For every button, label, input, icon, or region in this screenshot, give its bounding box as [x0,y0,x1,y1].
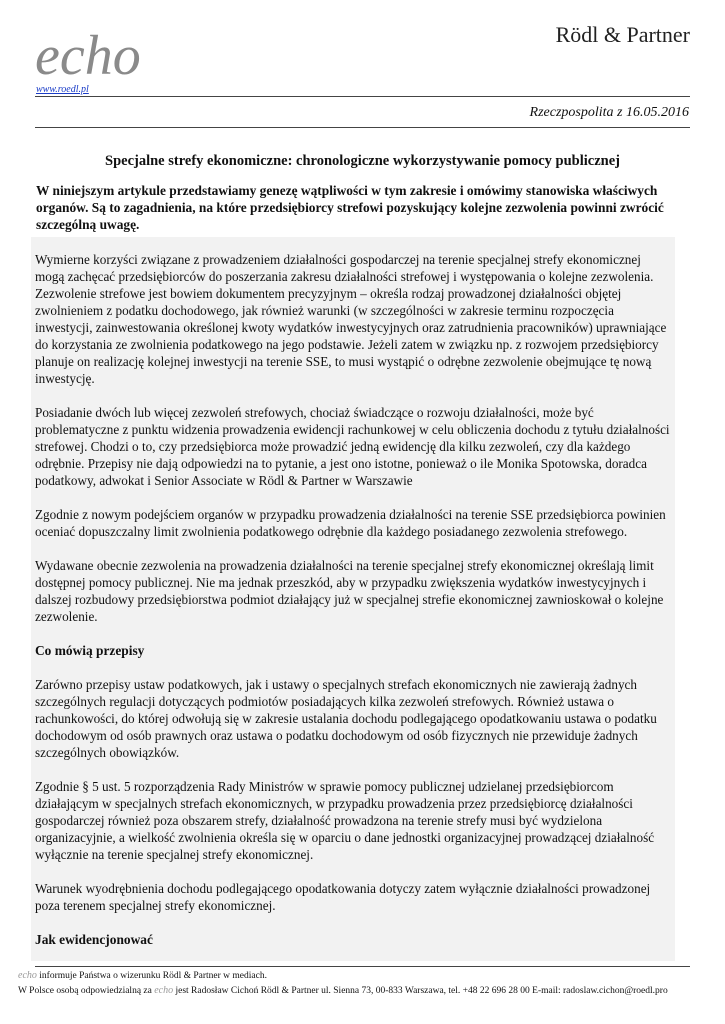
footer-line-2 [18,985,668,996]
roedl-partner-brand: Rödl & Partner [555,22,690,47]
section-heading: Jak ewidencjonować [35,932,153,947]
echo-logo: echo [35,25,141,87]
website-link[interactable]: www.roedl.pl [36,84,89,95]
date-divider [35,127,690,128]
paragraph: Posiadanie dwóch lub więcej zezwoleń strefowych, chociaż świadczące o rozwoju działalności, może być problematyczne z punktu widzenia prowadzenia ewidencji rachunkowej w celu obliczenia dochodu z tytułu działalności strefowej. Chodzi o to, czy przedsiębiorca może prowadzić jedną ewidencję dla kilku zezwoleń, czy dla każdego odrębnie. Przepisy nie dają odpowiedzi na to pytanie, a jest ono istotne, ponieważ o ile Monika Spotowska, doradca podatkowy, adwokat i Senior Associate w Rödl & Partner w Warszawie [35,405,670,488]
footer-divider [35,966,690,967]
paragraph: Warunek wyodrębnienia dochodu podlegającego opodatkowania dotyczy zatem wyłącznie działalności prowadzonej poza terenem specjalnej strefy ekonomicznej. [35,881,651,913]
paragraph: Zgodnie § 5 ust. 5 rozporządzenia Rady Ministrów w sprawie pomocy publicznej udzielanej przedsiębiorcom działającym w specjalnych strefach ekonomicznych, w przypadku prowadzenia przez przedsiębiorcę działalności gospodarczej również poza obszarem strefy, działalność prowadzona na terenie strefy musi być wydzielona organizacyjnie, a wielkość zwolnienia określa się w oparciu o dane jednostki organizacyjnej prowadzącej działalność wyłącznie na terenie specjalnej strefy ekonomicznej. [35,779,655,862]
footer-contact: jest Radosław Cichoń Rödl & Partner ul. Sienna 73, 00-833 Warszawa, tel. +48 22 696 28 00 E-mail: radoslaw.cichon@roedl.pro [173,986,668,996]
footer-text: informuje Państwa o wizerunku Rödl & Partner w mediach. [36,971,267,981]
paragraph: Wydawane obecnie zezwolenia na prowadzenia działalności na terenie specjalnej strefy ekonomicznej określają limit dostępnej pomocy publicznej. Nie ma jednak przeszkód, aby w przypadku zwiększenia wydatków inwestycyjnych i dalszej rozbudowy przedsiębiorstwa podmiot działający już w specjalnej strefie ekonomicznej zawnioskował o kolejne zezwolenie. [35,558,664,624]
article-lead: W niniejszym artykule przedstawiamy genezę wątpliwości w tym zakresie i omówimy stanowiska właściwych organów. Są to zagadnienia, na które przedsiębiorcy strefowi pozyskujący kolejne zezwolenia powinni zwrócić szczególną uwagę. [36,183,664,232]
footer-text: W Polsce osobą odpowiedzialną za [18,986,155,996]
paragraph: Wymierne korzyści związane z prowadzeniem działalności gospodarczej na terenie specjalnej strefy ekonomicznej mogą zachęcać przedsiębiorców do poszerzania zakresu działalności strefowej i występowania o kolejne zezwolenia. Zezwolenie strefowe jest bowiem dokumentem precyzyjnym – określa rodzaj prowadzonej działalności objętej zwolnieniem z podatku dochodowego, jak również warunki (w szczególności w zakresie terminu rozpoczęcia inwestycji, zainwestowania określonej kwoty wydatków inwestycyjnych oraz zatrudnienia pracowników) uprawniające do korzystania ze zwolnienia podatkowego na jego podstawie. Jeżeli zatem w związku np. z rozwojem przedsiębiorcy planuje on realizację kolejnej inwestycji na terenie SSE, to musi wystąpić o odrębne zezwolenie obejmujące tę nową inwestycję. [35,252,667,386]
source-date: Rzeczpospolita z 16.05.2016 [529,105,689,120]
section-heading: Co mówią przepisy [35,643,145,658]
article-body [31,237,675,961]
footer-echo-logo: echo [154,985,174,996]
paragraph: Zgodnie z nowym podejściem organów w przypadku prowadzenia działalności na terenie SSE przedsiębiorca powinien oceniać dopuszczalny limit zwolnienia podatkowego odrębnie dla każdego posiadanego zezwolenia strefowego. [35,507,666,539]
header-divider [35,96,690,97]
footer-echo-logo: echo [18,970,37,981]
article-title: Specjalne strefy ekonomiczne: chronologiczne wykorzystywanie pomocy publicznej [105,153,620,169]
paragraph: Zarówno przepisy ustaw podatkowych, jak i ustawy o specjalnych strefach ekonomicznych nie zawierają żadnych szczególnych regulacji dotyczących podmiotów posiadających kilka zezwoleń strefowych. Również ustawa o rachunkowości, do której odwołują się w zakresie ustalania dochodu podlegającego opodatkowaniu ustawa o podatku dochodowym od osób prawnych oraz ustawa o podatku dochodowym od osób fizycznych nie przewiduje żadnych szczególnych obowiązków. [35,677,657,760]
footer-line-1 [18,970,267,981]
